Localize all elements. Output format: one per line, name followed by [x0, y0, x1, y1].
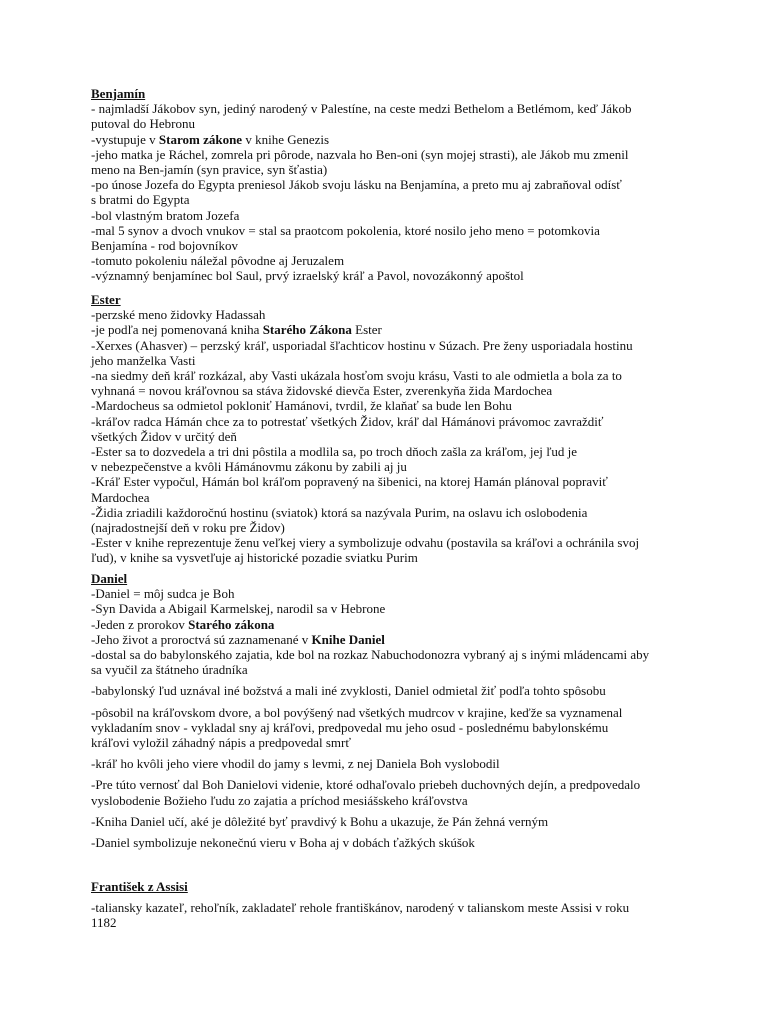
- paragraph: [91, 444, 691, 474]
- text-run: v knihe Genezis: [242, 131, 330, 147]
- text-run: -Mardocheus sa odmietol pokloniť Hamánovi, tvrdil, že klaňať sa bude len Bohu: [91, 398, 512, 414]
- paragraph: [91, 777, 691, 807]
- text-run: -vystupuje v: [91, 131, 159, 147]
- text-run: -pôsobil na kráľovskom dvore, a bol povýšený nad všetkých mudrcov v krajine, keďže sa vyznamenal: [91, 704, 623, 720]
- text-run: -Jeho život a proroctvá sú zaznamenané v: [91, 631, 312, 647]
- text-line: [91, 720, 691, 735]
- text-line: [91, 777, 691, 792]
- text-run: -Kniha Daniel učí, aké je dôležité byť pravdivý k Bohu a ukazuje, že Pán žehná verným: [91, 813, 549, 829]
- paragraph: [91, 835, 691, 850]
- text-line: [91, 814, 691, 829]
- text-line: [91, 429, 691, 444]
- section-heading: Daniel: [91, 571, 128, 586]
- paragraph: [91, 132, 691, 147]
- text-line: [91, 550, 691, 565]
- text-run: 1182: [91, 915, 117, 931]
- text-line: [91, 705, 691, 720]
- text-run: -Xerxes (Ahasver) – perzský kráľ, usporiadal šľachticov hostinu v Súzach. Pre ženy usporiadala hostinu: [91, 337, 633, 353]
- text-line: [91, 756, 691, 771]
- text-run: -kráľov radca Hámán chce za to potrestať všetkých Židov, kráľ dal Hámánovi právomoc zavraždiť: [91, 413, 604, 429]
- text-line: [91, 368, 691, 383]
- text-line: [91, 353, 691, 368]
- text-run: kráľovi vyložil záhadný nápis a predpovedal smrť: [91, 735, 351, 751]
- text-run: -mal 5 synov a dvoch vnukov = stal sa praotcom pokolenia, ktoré nosilo jeho meno = potomkovia: [91, 222, 600, 238]
- text-run: Mardochea: [91, 489, 150, 505]
- text-run: -taliansky kazateľ, rehoľník, zakladateľ rehole františkánov, narodený v talianskom meste Assisi v roku: [91, 900, 630, 916]
- text-run: vyhnaná = novou kráľovnou sa stáva židovské dievča Ester, zverenkyňa žida Mardochea: [91, 383, 553, 399]
- text-line: [91, 444, 691, 459]
- text-line: [91, 338, 691, 353]
- paragraph: [91, 253, 691, 268]
- text-run: -na siedmy deň kráľ rozkázal, aby Vasti ukázala hosťom svoju krásu, Vasti to ale odmietla a bola za to: [91, 368, 622, 384]
- text-line: [91, 223, 691, 238]
- text-run: - najmladší Jákobov syn, jediný narodený v Palestíne, na ceste medzi Bethelom a Betlémom, keď Jákob: [91, 101, 632, 117]
- text-run: -je podľa nej pomenovaná kniha: [91, 322, 263, 338]
- paragraph: [91, 368, 691, 398]
- text-run: -Syn Davida a Abigail Karmelskej, narodil sa v Hebrone: [91, 601, 386, 617]
- text-line: [91, 915, 691, 930]
- text-run: -dostal sa do babylonského zajatia, kde bol na rozkaz Nabuchodonozra vybraný aj s inými mládencami aby: [91, 647, 650, 663]
- text-line: [91, 116, 691, 131]
- text-line: [91, 505, 691, 520]
- text-line: [91, 490, 691, 505]
- text-line: [91, 398, 691, 413]
- text-line: [91, 192, 691, 207]
- text-run: s bratmi do Egypta: [91, 192, 190, 208]
- section-heading: František z Assisi: [91, 879, 188, 894]
- paragraph: [91, 683, 691, 698]
- paragraph: [91, 814, 691, 829]
- text-line: [91, 835, 691, 850]
- paragraph: [91, 632, 691, 647]
- text-run: všetkých Židov v určitý deň: [91, 428, 237, 444]
- bold-text: Starého zákona: [188, 616, 275, 632]
- section-heading: Benjamín: [91, 86, 146, 101]
- paragraph: [91, 177, 691, 207]
- text-run: vyslobodenie Božieho ľudu zo zajatia a príchod mesiášskeho kráľovstva: [91, 792, 468, 808]
- section-benjamin: [91, 86, 691, 284]
- section-heading: Ester: [91, 292, 121, 307]
- text-run: putoval do Hebronu: [91, 116, 195, 132]
- paragraph: [91, 900, 691, 930]
- text-run: -Ester v knihe reprezentuje ženu veľkej viery a symbolizuje odvahu (postavila sa kráľovi a ochránila svoj: [91, 535, 640, 551]
- text-line: [91, 101, 691, 116]
- text-line: [91, 793, 691, 808]
- text-line: [91, 268, 691, 283]
- paragraph: [91, 505, 691, 535]
- text-run: (najradostnejší deň v roku pre Židov): [91, 520, 285, 536]
- text-line: [91, 208, 691, 223]
- text-run: -po únose Jozefa do Egypta preniesol Jákob svoju lásku na Benjamína, a preto mu aj zabraňoval odísť: [91, 177, 622, 193]
- bold-text: Starom zákone: [158, 131, 243, 147]
- text-line: [91, 414, 691, 429]
- paragraph: [91, 101, 691, 131]
- text-line: [91, 147, 691, 162]
- text-line: [91, 322, 691, 337]
- text-run: -kráľ ho kvôli jeho viere vhodil do jamy s levmi, z nej Daniela Boh vyslobodil: [91, 756, 500, 772]
- paragraph: [91, 322, 691, 337]
- paragraph: [91, 474, 691, 504]
- text-run: -Židia zriadili každoročnú hostinu (sviatok) ktorá sa nazývala Purim, na oslavu ich oslobodenia: [91, 504, 588, 520]
- text-line: [91, 617, 691, 632]
- paragraph: [91, 268, 691, 283]
- text-line: [91, 474, 691, 489]
- text-run: -významný benjamínec bol Saul, prvý izraelský kráľ a Pavol, novozákonný apoštol: [91, 268, 524, 284]
- text-run: -Daniel = môj sudca je Boh: [91, 586, 235, 602]
- text-line: [91, 520, 691, 535]
- paragraph: [91, 223, 691, 253]
- paragraph: [91, 601, 691, 616]
- section-daniel: [91, 571, 691, 850]
- text-line: [91, 647, 691, 662]
- text-line: [91, 535, 691, 550]
- text-run: Ester: [351, 322, 382, 338]
- paragraph: [91, 617, 691, 632]
- text-run: -Ester sa to dozvedela a tri dni pôstila a modlila sa, po troch dňoch zašla za kráľom, jej ľud je: [91, 444, 577, 460]
- text-line: [91, 683, 691, 698]
- text-line: [91, 459, 691, 474]
- text-run: -Daniel symbolizuje nekonečnú vieru v Boha aj v dobách ťažkých skúšok: [91, 835, 475, 851]
- text-run: -jeho matka je Ráchel, zomrela pri pôrode, nazvala ho Ben-oni (syn mojej strasti), ale Jákob mu zmenil: [91, 146, 629, 162]
- text-line: [91, 662, 691, 677]
- paragraph: [91, 414, 691, 444]
- text-line: [91, 253, 691, 268]
- text-run: -Pre túto vernosť dal Boh Danielovi videnie, ktoré odhaľovalo priebeh duchovných dejín, a predpovedalo: [91, 777, 641, 793]
- section-ester: [91, 292, 691, 566]
- text-line: [91, 601, 691, 616]
- paragraph: [91, 208, 691, 223]
- text-line: [91, 383, 691, 398]
- text-run: vykladaním snov - vykladal sny aj kráľovi, predpovedal mu jeho osud - poslednému babylonskému: [91, 719, 609, 735]
- bold-text: Knihe Daniel: [311, 631, 385, 647]
- text-line: [91, 132, 691, 147]
- paragraph: [91, 147, 691, 177]
- text-line: [91, 735, 691, 750]
- paragraph: [91, 756, 691, 771]
- text-run: ľud), v knihe sa vysvetľuje aj historické pozadie sviatku Purim: [91, 550, 418, 566]
- text-line: [91, 238, 691, 253]
- text-line: [91, 632, 691, 647]
- text-run: -Jeden z prorokov: [91, 616, 189, 632]
- text-run: -perzské meno židovky Hadassah: [91, 307, 266, 323]
- paragraph: [91, 647, 691, 677]
- text-run: sa vyučil za štátneho úradníka: [91, 662, 248, 678]
- text-line: [91, 177, 691, 192]
- text-run: Benjamína - rod bojovníkov: [91, 238, 238, 254]
- paragraph: [91, 535, 691, 565]
- paragraph: [91, 307, 691, 322]
- paragraph: [91, 338, 691, 368]
- text-run: jeho manželka Vasti: [91, 352, 196, 368]
- paragraph: [91, 586, 691, 601]
- text-run: v nebezpečenstve a kvôli Hámánovmu zákonu by zabili aj ju: [91, 459, 407, 475]
- text-line: [91, 900, 691, 915]
- text-run: -Kráľ Ester vypočul, Hámán bol kráľom popravený na šibenici, na ktorej Hamán plánoval popraviť: [91, 474, 608, 490]
- text-run: meno na Ben-jamín (syn pravice, syn šťastia): [91, 162, 328, 178]
- section-frantisek: [91, 879, 691, 931]
- text-run: -bol vlastným bratom Jozefa: [91, 207, 240, 223]
- text-run: -babylonský ľud uznával iné božstvá a mali iné zvyklosti, Daniel odmietal žiť podľa tohto spôsobu: [91, 683, 606, 699]
- text-line: [91, 162, 691, 177]
- text-line: [91, 586, 691, 601]
- paragraph: [91, 398, 691, 413]
- text-line: [91, 307, 691, 322]
- text-run: -tomuto pokoleniu náležal pôvodne aj Jeruzalem: [91, 253, 345, 269]
- bold-text: Starého Zákona: [262, 322, 352, 338]
- paragraph: [91, 705, 691, 751]
